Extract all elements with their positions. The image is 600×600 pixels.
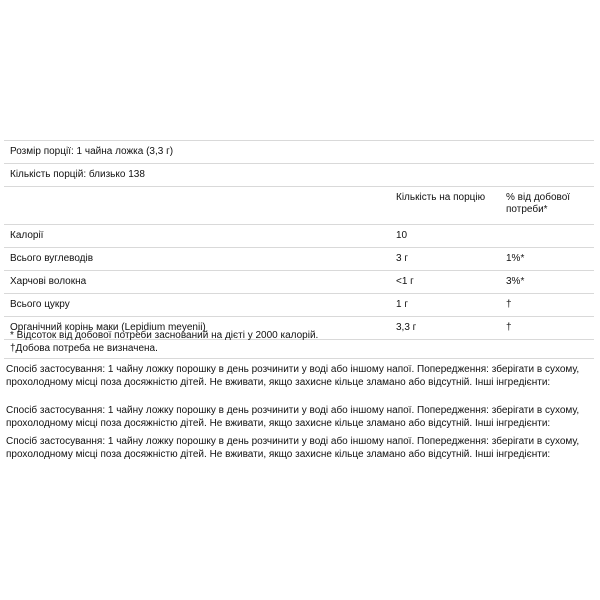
table-header-row (4, 187, 594, 225)
daily-value-footnote: * Відсоток від добової потреби заснований на дієті у 2000 калорій. (10, 330, 319, 341)
nutrient-name: Харчові волокна (10, 276, 87, 287)
usage-line: Спосіб застосування: 1 чайну ложку порошку в день розчинити у воді або іншому напої. Попередження: зберігати в сухому, (6, 364, 580, 375)
serving-count-row (4, 164, 594, 187)
nutrient-amount: 3 г (396, 253, 408, 264)
nutrient-amount: <1 г (396, 276, 414, 287)
nutrient-name: Всього цукру (10, 299, 70, 310)
usage-paragraph (6, 435, 592, 461)
nutrient-daily-value: † (506, 299, 512, 310)
serving-size-text: Розмір порції: 1 чайна ложка (3,3 г) (10, 146, 174, 157)
usage-line: прохолодному місці поза досяжністю дітей. Не вживати, якщо захисне кільце зламано або відсутній. Інші інгредієнти: (6, 449, 551, 460)
nutrient-name: Органічний корінь маки (Lepidium meyenii) (10, 322, 206, 333)
usage-line: прохолодному місці поза досяжністю дітей. Не вживати, якщо захисне кільце зламано або відсутній. Інші інгредієнти: (6, 418, 551, 429)
usage-paragraph (6, 363, 592, 389)
serving-size-row (4, 141, 594, 164)
nutrient-daily-value: 1%* (506, 253, 525, 264)
nutrient-daily-value: † (506, 322, 512, 333)
footnotes (10, 329, 318, 355)
nutrient-daily-value: 3%* (506, 276, 525, 287)
nutrient-name: Всього вуглеводів (10, 253, 94, 264)
not-established-footnote: †Добова потреба не визначена. (10, 343, 158, 354)
table-row (4, 248, 594, 271)
usage-line: Спосіб застосування: 1 чайну ложку порошку в день розчинити у воді або іншому напої. Попередження: зберігати в сухому, (6, 436, 580, 447)
serving-count-text: Кількість порцій: близько 138 (10, 169, 145, 180)
table-row (4, 271, 594, 294)
daily-value-column-header: % від добової потреби* (506, 192, 571, 215)
nutrient-amount: 3,3 г (396, 322, 417, 333)
amount-column-header: Кількість на порцію (396, 192, 486, 203)
supplement-facts-table (4, 140, 594, 340)
nutrient-amount: 10 (396, 230, 408, 241)
table-row (4, 225, 594, 248)
section-divider (4, 358, 594, 359)
nutrient-amount: 1 г (396, 299, 408, 310)
nutrient-name: Калорії (10, 230, 44, 241)
usage-line: Спосіб застосування: 1 чайну ложку порошку в день розчинити у воді або іншому напої. Попередження: зберігати в сухому, (6, 405, 580, 416)
table-row (4, 294, 594, 317)
usage-line: прохолодному місці поза досяжністю дітей. Не вживати, якщо захисне кільце зламано або відсутній. Інші інгредієнти: (6, 377, 551, 388)
usage-paragraph (6, 404, 592, 430)
